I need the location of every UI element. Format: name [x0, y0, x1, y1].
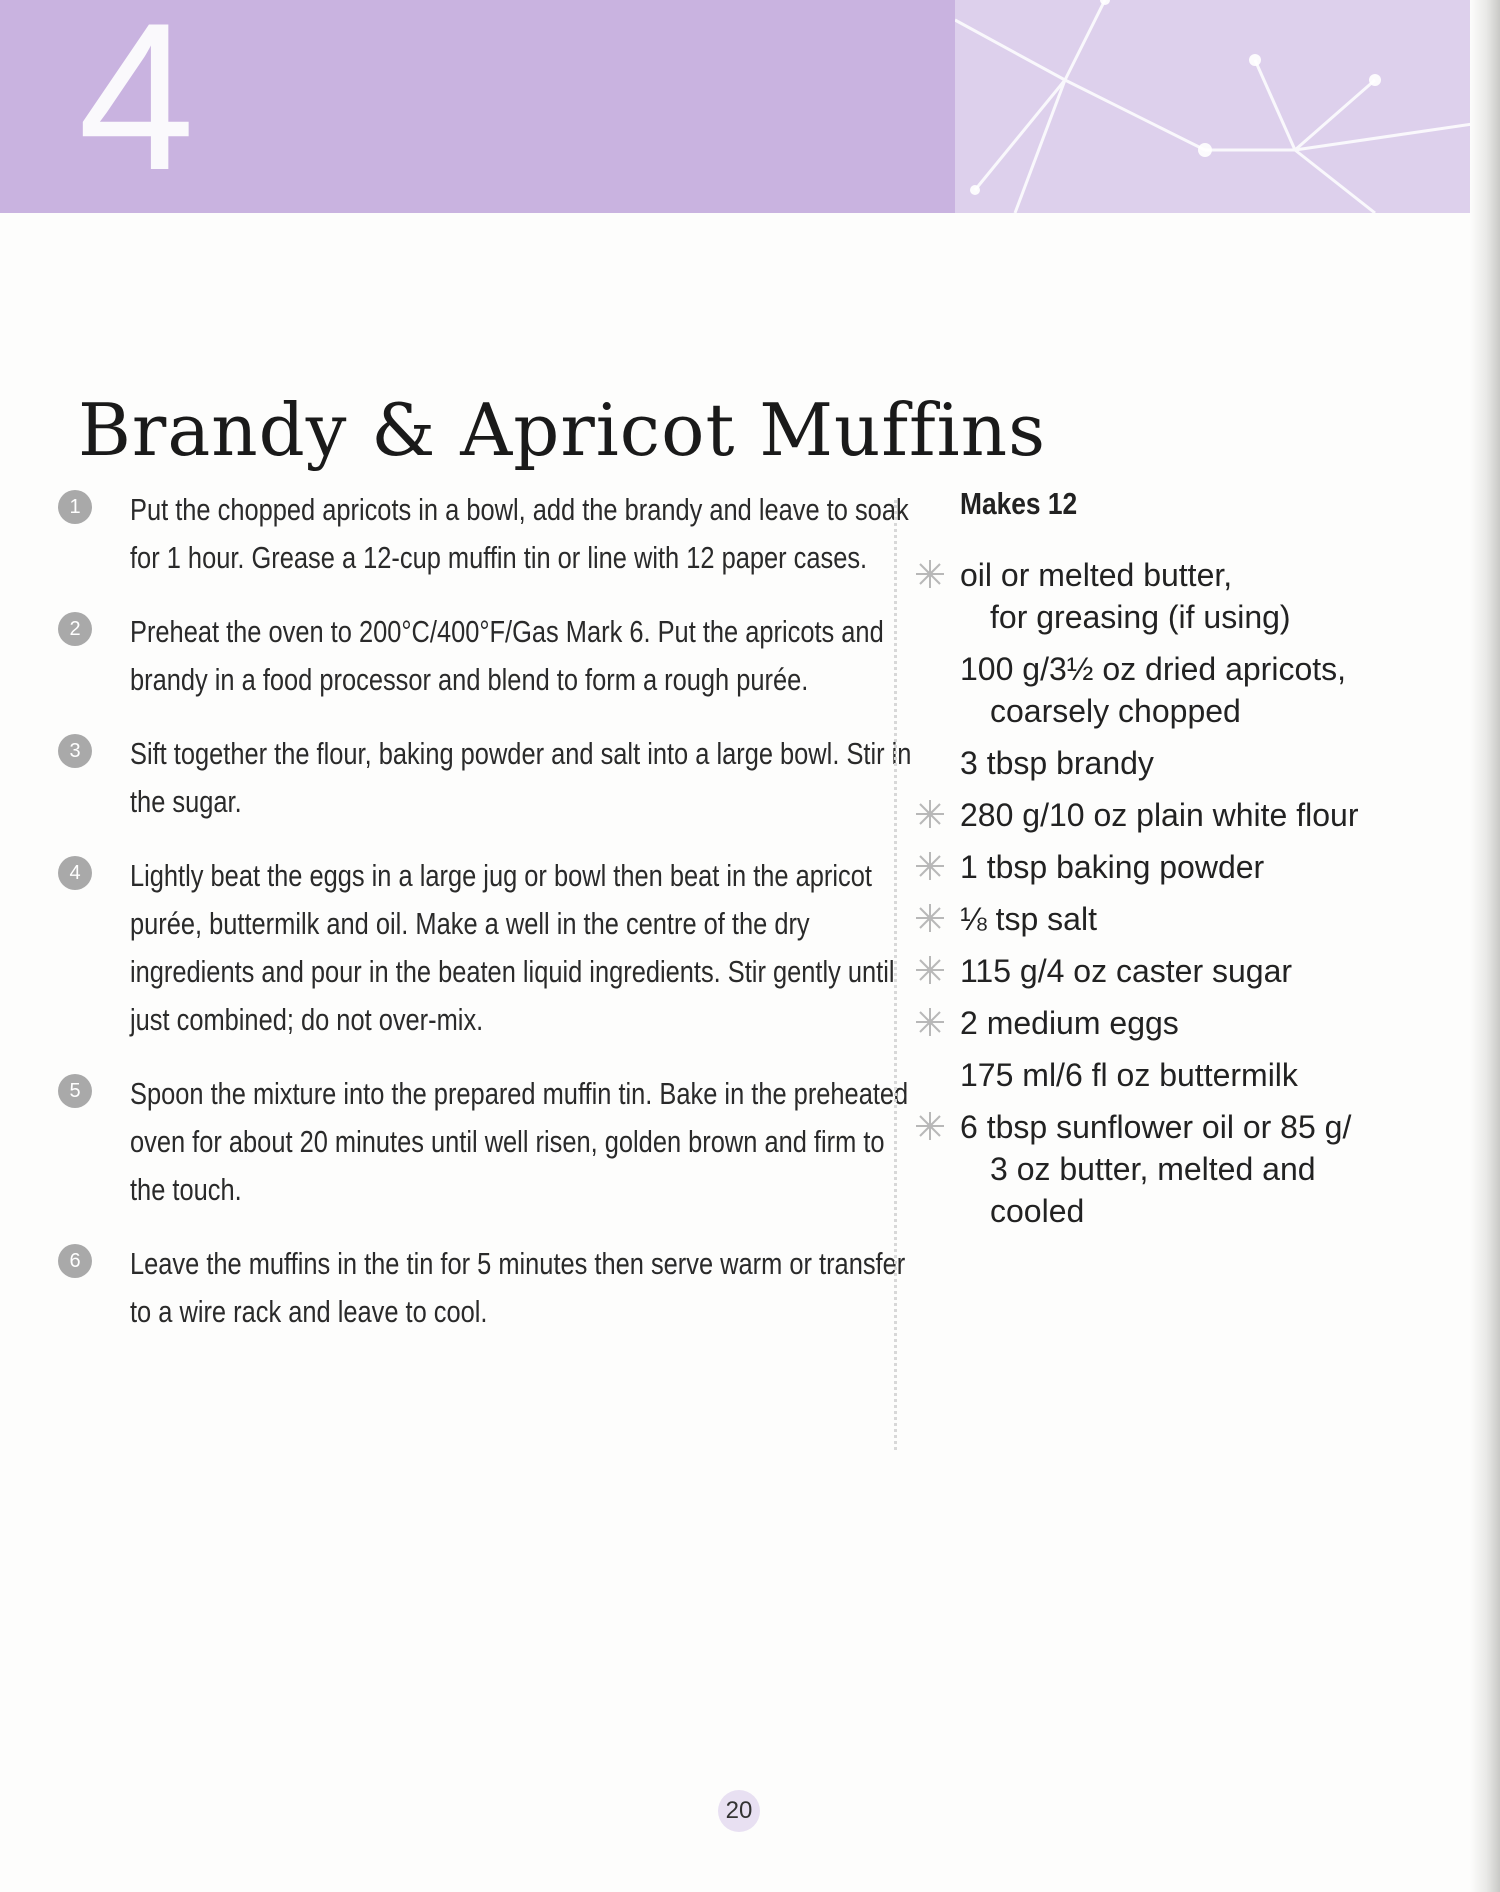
- step-number-badge: 2: [58, 612, 92, 646]
- ingredient-item: [912, 1054, 1392, 1096]
- method-step: [58, 1240, 906, 1336]
- ingredient-item: [912, 794, 1392, 836]
- ingredient-line: 100 g/3½ oz dried apricots,: [960, 651, 1347, 687]
- chapter-number: 4: [78, 0, 191, 214]
- method-step: [58, 1070, 909, 1214]
- step-text: Put the chopped apricots in a bowl, add the brandy and leave to soak for 1 hour. Grease a 12-cup muffin tin or line with 12 paper cases.: [130, 492, 909, 575]
- method-step: [58, 608, 884, 704]
- step-text: Preheat the oven to 200°C/400°F/Gas Mark 6. Put the apricots and brandy in a food processor and blend to form a rough purée.: [130, 614, 884, 697]
- ingredient-line: oil or melted butter,: [960, 557, 1233, 593]
- ingredient-item: [912, 898, 1392, 940]
- ingredient-item: [912, 846, 1392, 888]
- ingredient-line: 175 ml/6 fl oz buttermilk: [960, 1057, 1298, 1093]
- recipe-title: Brandy & Apricot Muffins: [78, 388, 1047, 473]
- ingredient-line-continued: 3 oz butter, melted and cooled: [990, 1151, 1316, 1229]
- star-icon: [912, 900, 948, 936]
- ingredient-line: 1 tbsp baking powder: [960, 849, 1265, 885]
- page-spine-shadow: [1470, 0, 1500, 1892]
- step-text: Spoon the mixture into the prepared muffin tin. Bake in the preheated oven for about 20 minutes until well risen, golden brown and firm to the touch.: [130, 1076, 909, 1207]
- ingredient-line: 3 tbsp brandy: [960, 745, 1154, 781]
- ingredient-item: [912, 554, 1392, 638]
- step-text: Sift together the flour, baking powder and salt into a large bowl. Stir in the sugar.: [130, 736, 912, 819]
- decorative-starburst: [955, 0, 1500, 213]
- step-number-badge: 6: [58, 1244, 92, 1278]
- ingredient-line: 280 g/10 oz plain white flour: [960, 797, 1359, 833]
- step-number-badge: 5: [58, 1074, 92, 1108]
- ingredient-line-continued: for greasing (if using): [990, 599, 1291, 635]
- star-icon: [912, 796, 948, 832]
- ingredient-item: [912, 1002, 1392, 1044]
- star-icon: [912, 1004, 948, 1040]
- step-text: Lightly beat the eggs in a large jug or bowl then beat in the apricot purée, buttermilk and oil. Make a well in the centre of the dry ingredients and pour in the beaten liquid ingredients. Stir gently until just combined; do not over-mix.: [130, 858, 895, 1037]
- star-icon: [912, 556, 948, 592]
- star-icon: [912, 952, 948, 988]
- method-step: [58, 852, 895, 1044]
- ingredient-item: [912, 742, 1392, 784]
- page-number: 20: [718, 1790, 760, 1832]
- method-steps: [58, 486, 912, 1336]
- step-number-badge: 3: [58, 734, 92, 768]
- star-icon: [912, 848, 948, 884]
- method-step: [58, 730, 912, 826]
- ingredient-list: [912, 554, 1392, 1242]
- ingredient-item: [912, 648, 1392, 732]
- ingredient-item: [912, 1106, 1392, 1232]
- ingredient-line: 2 medium eggs: [960, 1005, 1179, 1041]
- step-text: Leave the muffins in the tin for 5 minutes then serve warm or transfer to a wire rack and leave to cool.: [130, 1246, 906, 1329]
- method-step: [58, 486, 909, 582]
- ingredient-line: 6 tbsp sunflower oil or 85 g/: [960, 1109, 1352, 1145]
- column-divider: [894, 500, 897, 1450]
- star-icon: [912, 1108, 948, 1144]
- yield-label: Makes 12: [960, 486, 1078, 521]
- ingredient-line: 115 g/4 oz caster sugar: [960, 953, 1293, 989]
- step-number-badge: 1: [58, 490, 92, 524]
- ingredient-item: [912, 950, 1392, 992]
- ingredient-line-continued: coarsely chopped: [990, 693, 1241, 729]
- step-number-badge: 4: [58, 856, 92, 890]
- ingredient-line: ⅛ tsp salt: [960, 901, 1097, 937]
